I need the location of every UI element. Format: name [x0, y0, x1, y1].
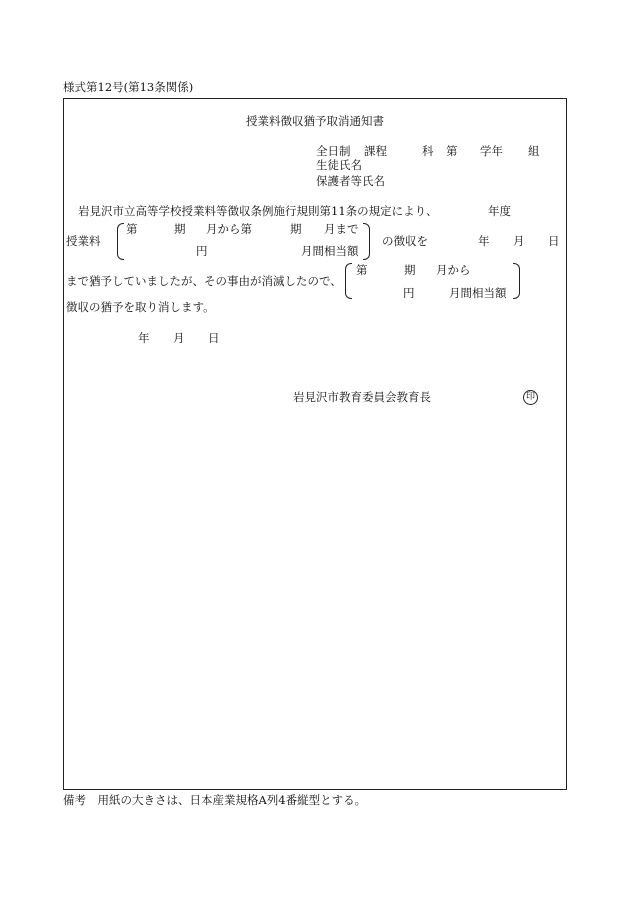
- collection-of-label: の徴収を: [382, 234, 428, 248]
- bracket-1-amount-months: 月間相当額: [301, 244, 359, 258]
- date-day-label: 日: [208, 331, 220, 345]
- bracket-1-yen: 円: [196, 244, 208, 258]
- remark-note: 備考 用紙の大きさは、日本産業規格A列4番縦型とする。: [63, 793, 367, 807]
- suspension-day-label: 日: [548, 234, 560, 248]
- date-month-label: 月: [173, 331, 185, 345]
- document-title: 授業料徴収猶予取消通知書: [246, 114, 384, 128]
- bracket-1-left: [117, 223, 124, 260]
- course-label: 課程: [364, 144, 387, 158]
- bracket-1-until: 月まで: [324, 222, 359, 236]
- fiscal-year-label: 年度: [488, 204, 511, 218]
- date-year-label: 年: [138, 331, 150, 345]
- bracket-1-from: 月から第: [206, 222, 252, 236]
- bracket-1-right: [363, 223, 370, 260]
- bracket-2-dai: 第: [356, 263, 368, 277]
- grade-label: 学年: [480, 144, 503, 158]
- bracket-2-ki: 期: [404, 263, 416, 277]
- form-number-label: 様式第12号(第13条関係): [63, 80, 194, 94]
- form-frame: [63, 98, 567, 790]
- bracket-2-amount-months: 月間相当額: [449, 286, 507, 300]
- department-label: 科: [422, 144, 434, 158]
- seal-mark: 印: [523, 390, 538, 405]
- school-system-label: 全日制: [316, 144, 351, 158]
- ordinal-label: 第: [446, 144, 458, 158]
- guardian-name-label: 保護者等氏名: [316, 174, 385, 188]
- suspension-year-label: 年: [478, 234, 490, 248]
- student-name-label: 生徒氏名: [316, 158, 362, 172]
- bracket-2-left: [345, 263, 352, 299]
- class-label: 組: [528, 144, 540, 158]
- bracket-1-dai: 第: [126, 222, 138, 236]
- body-line4: 徴収の猶予を取り消します。: [66, 300, 215, 314]
- body-line3: まで猶予していましたが、その事由が消滅したので、: [66, 274, 342, 288]
- tuition-label: 授業料: [66, 234, 101, 248]
- body-line1-intro: 岩見沢市立高等学校授業料等徴収条例施行規則第11条の規定により、: [78, 204, 438, 218]
- bracket-2-from: 月から: [436, 263, 471, 277]
- suspension-month-label: 月: [513, 234, 525, 248]
- bracket-2-yen: 円: [403, 286, 415, 300]
- bracket-1-ki2: 期: [290, 222, 302, 236]
- issuer-name: 岩見沢市教育委員会教育長: [293, 390, 431, 404]
- bracket-2-right: [513, 263, 520, 299]
- bracket-1-ki: 期: [174, 222, 186, 236]
